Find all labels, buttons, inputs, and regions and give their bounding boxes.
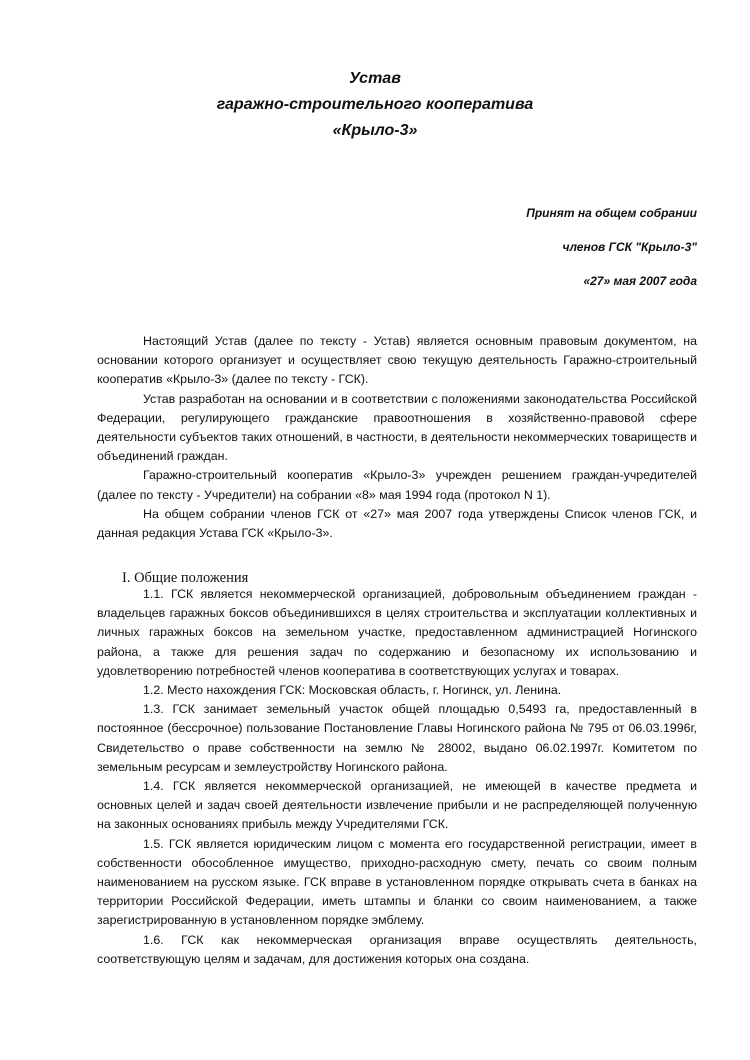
clause-paragraph: 1.6. ГСК как некоммерческая организация вправе осуществлять деятельность, соответствующую целям и задачам, для достижения которых она создана. (97, 932, 697, 966)
adoption-note (526, 205, 697, 307)
clause-paragraph: 1.1. ГСК является некоммерческой организацией, добровольным объединением граждан - владельцев гаражных боксов объединившихся в целях строительства и эксплуатации коллективных и личных гаражных боксов на земельном участке, предоставленном администрацией Ногинского района, а также для решения задач по содержанию и безопасному их использованию и удовлетворению потребностей членов кооператива в соответствующих услугах и товарах. (97, 587, 697, 678)
clause-paragraph: 1.2. Место нахождения ГСК: Московская область, г. Ногинск, ул. Ленина. (143, 683, 562, 698)
title-line-3: «Крыло-3» (332, 122, 418, 139)
intro-paragraph: Гаражно-строительный кооператив «Крыло-3» учрежден решением граждан-учредителей (далее по тексту - Учредители) на собрании «8» мая 1994 года (протокол N 1). (97, 468, 697, 502)
adoption-line-3: «27» мая 2007 года (583, 274, 697, 288)
intro-section (97, 332, 697, 543)
clause-paragraph: 1.5. ГСК является юридическим лицом с момента его государственной регистрации, имеет в собственности обособленное имущество, приходно-расходную смету, печать со своим полным наименованием на русском языке. ГСК вправе в установленном порядке открывать счета в банках на территории Российской Федерации, иметь штампы и бланки со своим наименованием, а также зарегистрированную в установленном порядке эмблему. (97, 836, 697, 928)
title-line-1: Устав (349, 70, 401, 87)
intro-paragraph: Настоящий Устав (далее по тексту - Устав) является основным правовым документом, на основании которого организует и осуществляет свою текущую деятельность Гаражно-строительный кооператив «Крыло-3» (далее по тексту - ГСК). (97, 334, 697, 387)
clause-paragraph: 1.3. ГСК занимает земельный участок общей площадью 0,5493 га, предоставленный в постоянное (бессрочное) пользование Постановление Главы Ногинского района № 795 от 06.03.1996г, Свидетельство о праве собственности на землю № 28002, выдано 06.02.1997г. Комитетом по земельным ресурсам и землеустройству Ногинского района. (97, 702, 697, 774)
adoption-line-1: Принят на общем собрании (526, 206, 697, 220)
document-title (0, 66, 750, 144)
general-provisions-section (97, 585, 697, 969)
adoption-line-2: членов ГСК "Крыло-3" (562, 240, 697, 254)
intro-paragraph: На общем собрании членов ГСК от «27» мая 2007 года утверждены Список членов ГСК, и данная редакция Устава ГСК «Крыло-3». (97, 506, 697, 541)
section-heading: I. Общие положения (122, 570, 249, 586)
intro-paragraph: Устав разработан на основании и в соответствии с положениями законодательства Российской Федерации, регулирующего гражданские правоотношения в хозяйственно-правовой сфере деятельности субъектов таких отношений, в частности, в деятельности некоммерческих товариществ и объединений граждан. (97, 391, 697, 464)
title-line-2: гаражно-строительного кооператива (216, 96, 534, 113)
clause-paragraph: 1.4. ГСК является некоммерческой организацией, не имеющей в качестве предмета и основных целей и задач своей деятельности извлечение прибыли и не распределяющей полученную на законных основаниях прибыль между Учредителями ГСК. (97, 779, 697, 832)
